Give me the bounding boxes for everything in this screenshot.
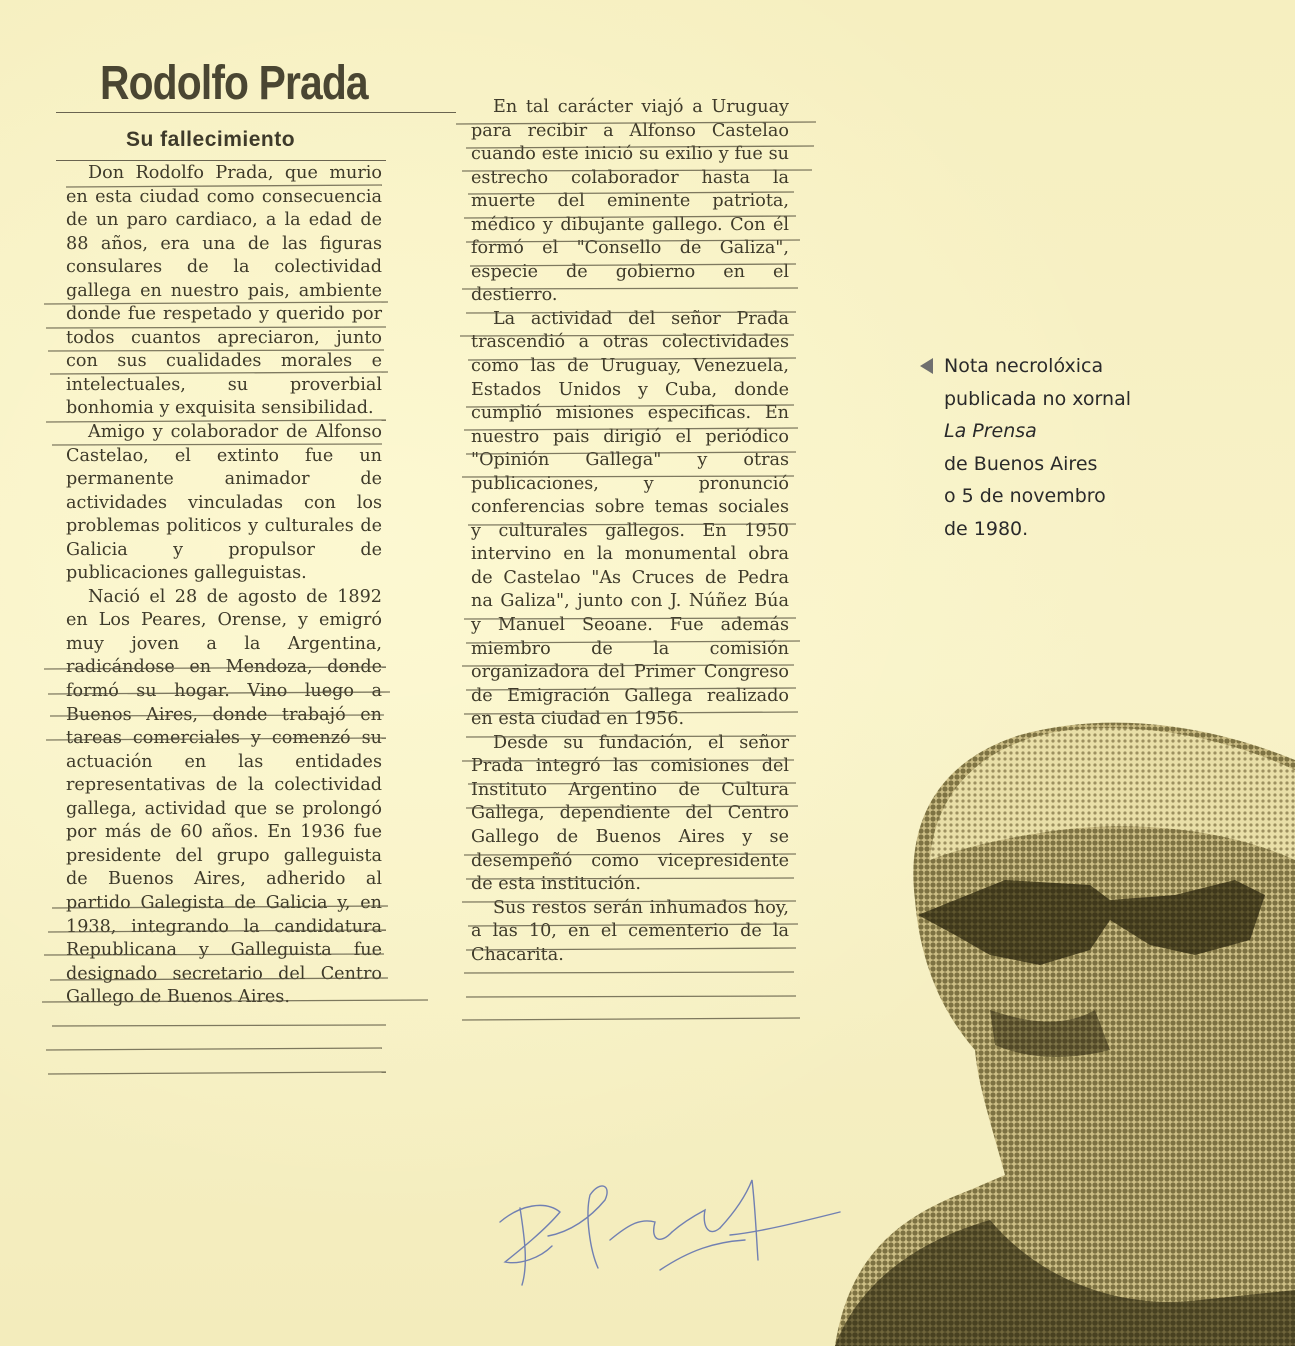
caption-line: Nota necrolóxica — [944, 355, 1104, 377]
caption-line: de 1980. — [944, 517, 1029, 540]
paragraph: La actividad del señor Prada trascendió a otras colectividades como las de Uruguay, Venezuela, Estados Unidos y Cuba, donde cumplió misiones especificas. En nuestro pais dirigió el periódico "Opinión Gallega" y otras publicaciones, y pronunció conferencias sobre temas sociales y culturales gallegos. En 1950 intervino en la monumental obra de Castelao "As Cruces de Pedra na Galiza", junto con J. Núñez Búa y Manuel Seoane. Fue además miembro de la comisión organizadora del Primer Congreso de Emigración Gallega realizado en esta ciudad en 1956. — [471, 308, 789, 730]
clipping-subhead: Su fallecimiento — [126, 128, 296, 151]
caption-newspaper-name: La Prensa — [944, 420, 1037, 442]
paragraph: Desde su fundación, el señor Prada integró las comisiones del Instituto Argentino de Cultura Gallega, dependiente del Centro Gallego de Buenos Aires y se desempeñó como vicepresidente de esta institución. — [471, 732, 789, 895]
caption-line: publicada no xornal — [944, 387, 1131, 410]
caption-line: de Buenos Aires — [944, 452, 1098, 475]
clipping-headline: Rodolfo Prada — [100, 57, 368, 110]
paragraph: En tal carácter viajó a Uruguay para recibir a Alfonso Castelao cuando este inició su exilio y fue su estrecho colaborador hasta la muerte del eminente patriota, médico y dibujante gallego. Con él formó el "Consello de Galiza", especie de gobierno en el destierro. — [471, 97, 789, 306]
paragraph: Nació el 28 de agosto de 1892 en Los Peares, Orense, y emigró muy joven a la Argentina, radicándose en Mendoza, donde formó su hogar. Vino luego a Buenos Aires, donde trabajó en tareas comerciales y comenzó su actuación en las entidades representativas de la colectividad gallega, actividad que se prolongó por más de 60 años. En 1936 fue presidente del grupo galleguista de Buenos Aires, adherido al partido Galegista de Galicia y, en 1938, integrando la candidatura Republicana y Galleguista fue designado secretario del Centro Gallego de Buenos Aires. — [66, 586, 382, 1008]
paragraph: Amigo y colaborador de Alfonso Castelao, el extinto fue un permanente animador de actividades vinculadas con los problemas politicos y culturales de Galicia y propulsor de publicaciones galleguistas. — [66, 422, 382, 584]
paragraph: Don Rodolfo Prada, que murio en esta ciudad como consecuencia de un paro cardiaco, a la edad de 88 años, era una de las figuras consulares de la colectividad gallega en nuestro pais, ambiente donde fue respetado y querido por todos cuantos apreciaron, junto con sus cualidades morales e intelectuales, su proverbial bonhomia y exquisita sensibilidad. — [66, 163, 382, 419]
caption-line: o 5 de novembro — [944, 485, 1106, 507]
paragraph: Sus restos serán inhumados hoy, a las 10, en el cementerio de la Chacarita. — [471, 897, 789, 965]
